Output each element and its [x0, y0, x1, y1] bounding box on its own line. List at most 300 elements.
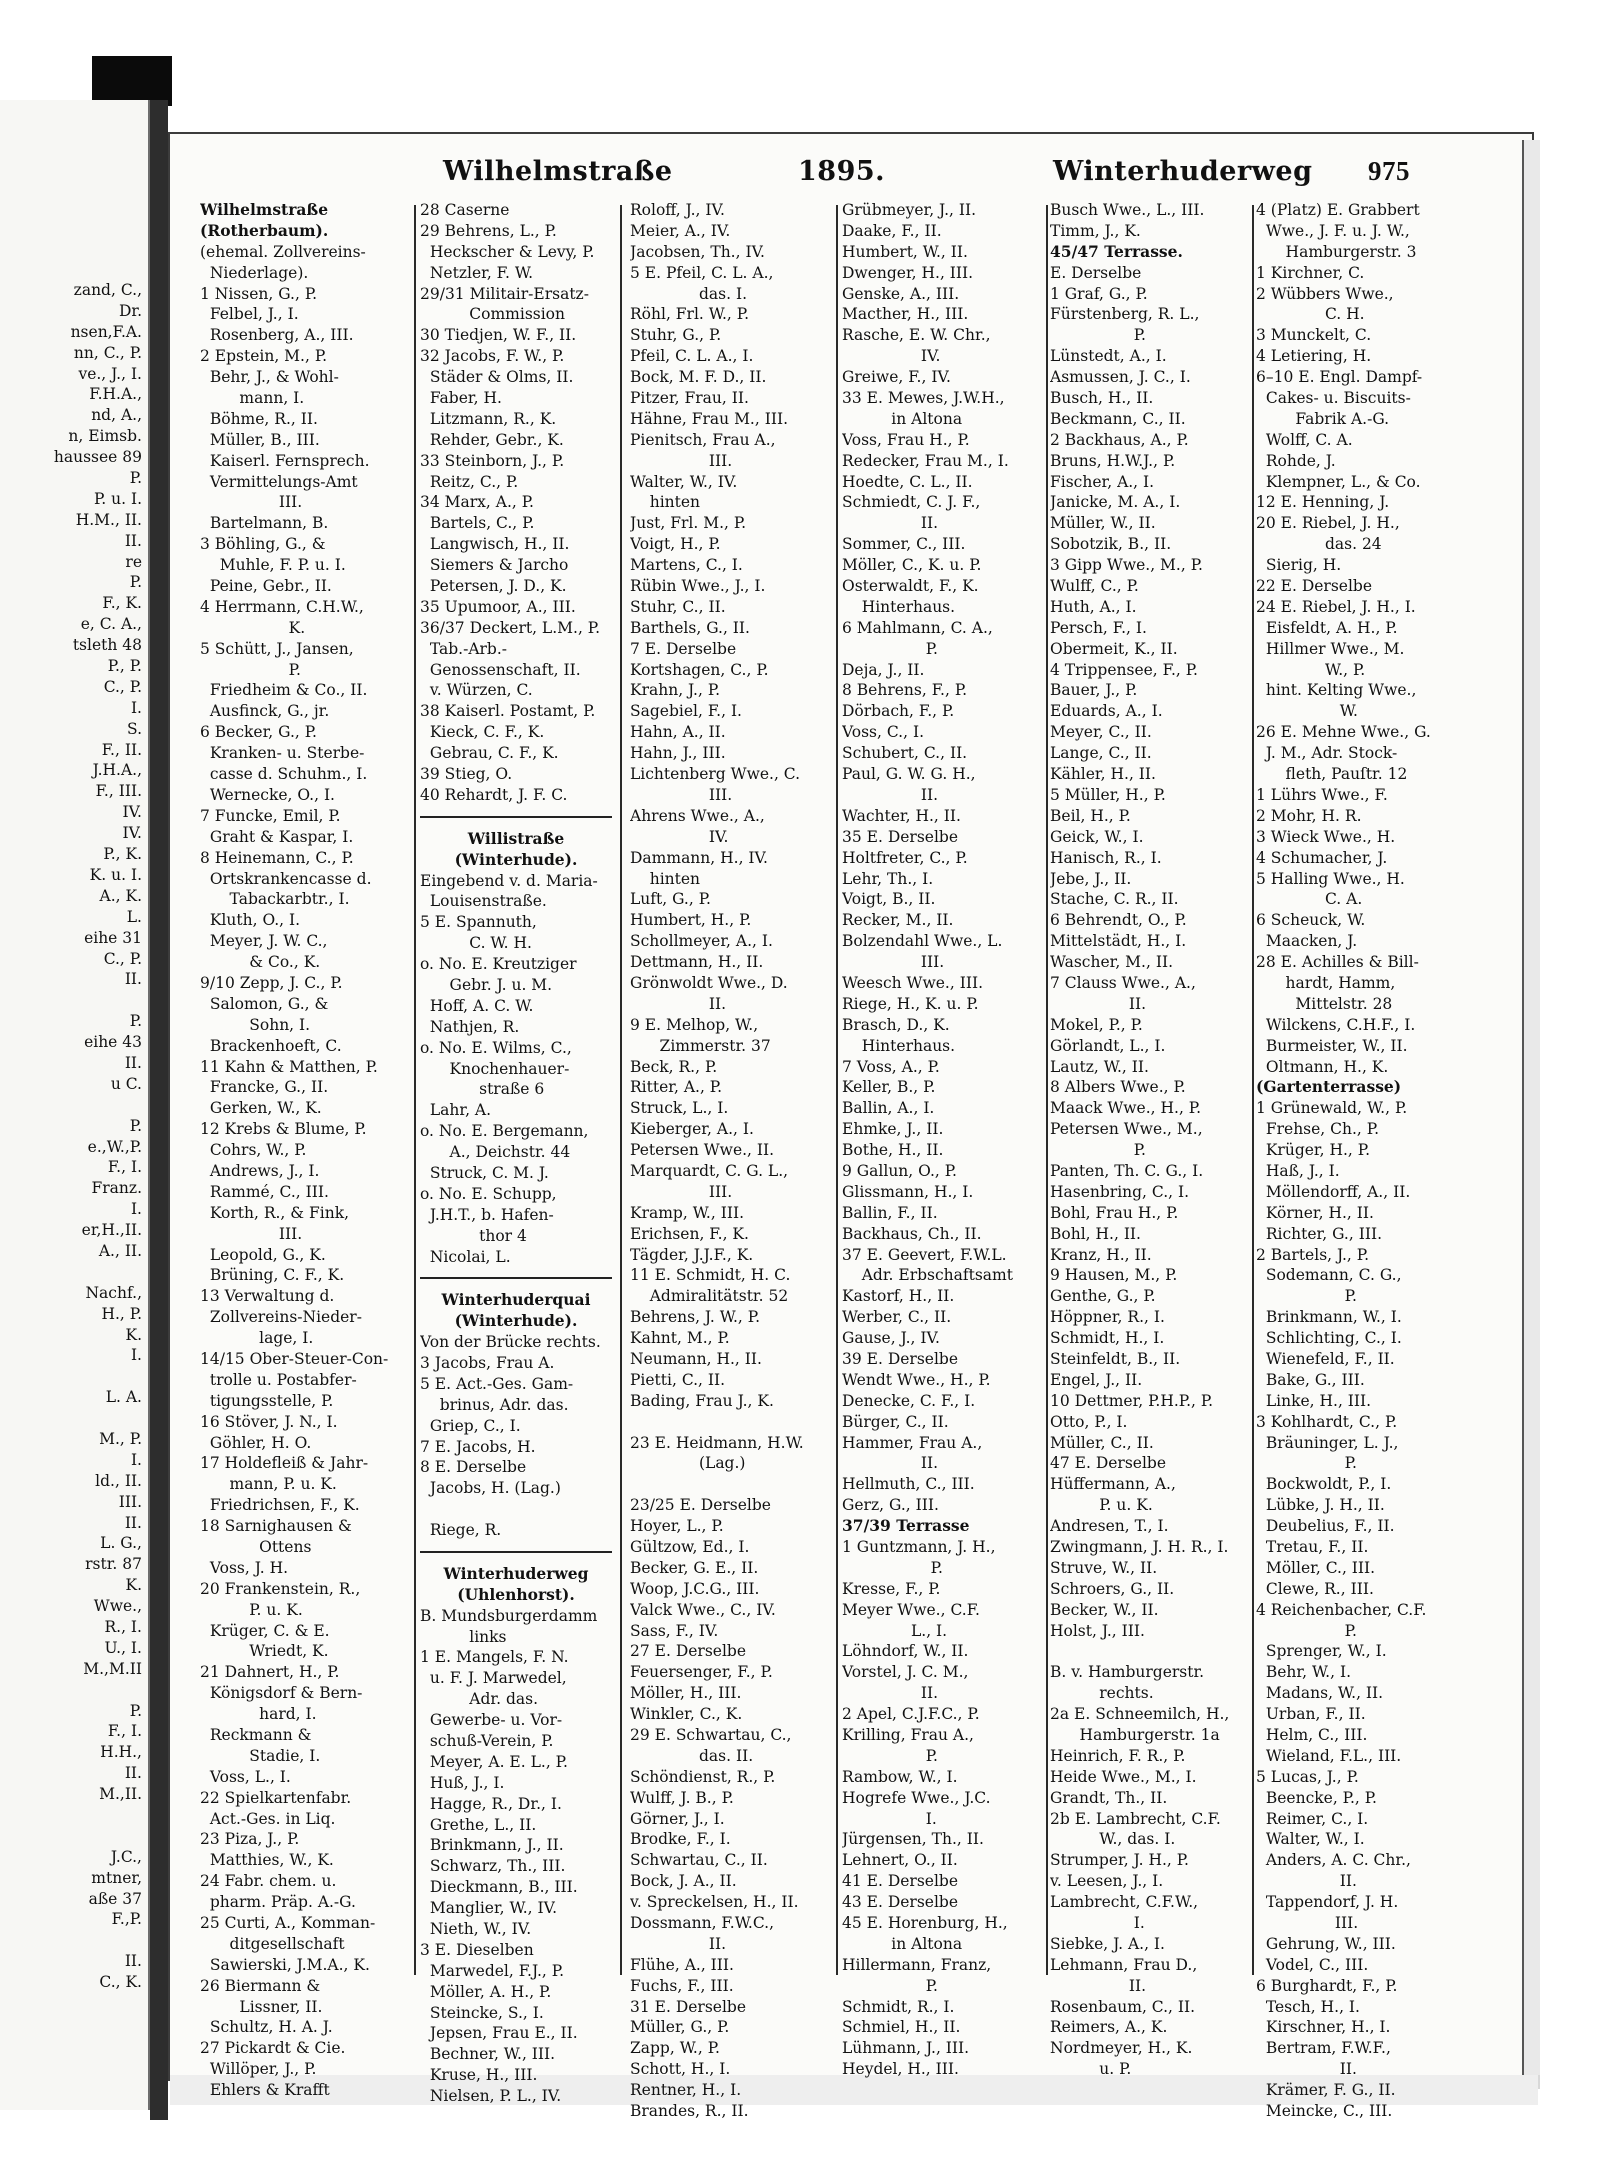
directory-entry: IV. [630, 827, 729, 846]
directory-entry: Martens, C., I. [630, 556, 743, 575]
directory-entry: 10 Dettmer, P.H.P., P. [1050, 1391, 1214, 1410]
directory-entry: Salomon, G., & [200, 994, 329, 1013]
directory-entry: Hillmer Wwe., M. [1256, 639, 1405, 658]
directory-entry: Werber, C., II. [842, 1308, 952, 1327]
directory-entry [1050, 1641, 1250, 1662]
directory-entry: Gause, J., IV. [842, 1329, 940, 1348]
fragment-line [0, 1408, 146, 1429]
directory-entry: Wwe., J. F. u. J. W., [1256, 221, 1410, 240]
directory-entry: P. [1050, 326, 1146, 345]
directory-entry: III. [630, 451, 733, 470]
directory-entry: 4 Trippensee, F., P. [1050, 660, 1198, 679]
directory-entry: Hammer, Frau A., [842, 1433, 983, 1452]
directory-entry: Riege, R. [420, 1521, 502, 1540]
directory-entry: Osterwaldt, F., K. [842, 577, 979, 596]
directory-entry: Bohl, H., II. [1050, 1224, 1141, 1243]
directory-entry: Meyer, C., II. [1050, 723, 1152, 742]
directory-entry: Holtfreter, C., P. [842, 848, 968, 867]
directory-entry: Heckscher & Levy, P. [420, 242, 595, 261]
directory-entry: Engel, J., II. [1050, 1370, 1143, 1389]
fragment-line: rstr. 87 [85, 1555, 142, 1574]
directory-entry: Obermeit, K., II. [1050, 639, 1178, 658]
directory-entry: 1 Guntzmann, J. H., [842, 1538, 996, 1556]
fragment-line: F., II. [101, 740, 142, 759]
directory-entry: Fürstenberg, R. L., [1050, 305, 1200, 324]
directory-entry: Müller, C., II. [1050, 1433, 1154, 1452]
directory-entry: Ehlers & Krafft [200, 2081, 330, 2100]
directory-entry: 29 E. Schwartau, C., [630, 1726, 792, 1745]
directory-entry: Bartels, C., P. [420, 514, 535, 533]
directory-entry: das. 24 [1256, 535, 1382, 554]
directory-entry: 7 Funcke, Emil, P. [200, 806, 341, 825]
directory-entry: Hamburgerstr. 3 [1256, 242, 1417, 261]
directory-entry: Recker, M., II. [842, 911, 954, 930]
directory-entry: 20 E. Riebel, J. H., [1256, 514, 1400, 533]
directory-entry: P. [842, 1558, 943, 1577]
directory-entry: Pfeil, C. L. A., I. [630, 347, 754, 366]
directory-entry: Feuersenger, F., P. [630, 1663, 773, 1682]
directory-entry: in Altona [842, 409, 963, 428]
directory-entry: 37 E. Geevert, F.W.L. [842, 1245, 1007, 1264]
directory-entry: Sierig, H. [1256, 556, 1342, 575]
directory-entry: 5 Müller, H., P. [1050, 785, 1166, 804]
directory-entry: o. No. E. Kreutziger [420, 955, 577, 974]
directory-entry: mann, I. [200, 389, 305, 408]
directory-entry: Meyer, A. E. L., P. [420, 1752, 568, 1771]
fragment-line: S. [127, 719, 142, 738]
fragment-line [0, 1680, 146, 1701]
street-heading: (Uhlenhorst). [457, 1584, 575, 1604]
directory-entry: tigungsstelle, P. [200, 1391, 334, 1410]
directory-entry: 21 Dahnert, H., P. [200, 1663, 340, 1682]
fragment-line: P., P. [107, 657, 142, 676]
left-page-fragment [0, 100, 151, 2110]
directory-entry: Siemers & Jarcho [420, 556, 569, 575]
directory-entry: Hoedte, C. L., II. [842, 472, 973, 491]
fragment-line: J.H.A., [92, 761, 142, 780]
directory-column-5 [1050, 200, 1250, 2080]
directory-entry: II. [630, 1934, 727, 1953]
directory-entry: Eduards, A., I. [1050, 702, 1163, 721]
directory-entry: Kieberger, A., I. [630, 1120, 754, 1139]
directory-entry [420, 1499, 612, 1520]
directory-entry: Urban, F., II. [1256, 1705, 1366, 1724]
directory-entry: Nathjen, R. [420, 1017, 520, 1036]
directory-entry: Otto, P., I. [1050, 1412, 1128, 1431]
fragment-line: C., P. [103, 677, 142, 696]
directory-entry: Dieckmann, B., III. [420, 1878, 578, 1897]
directory-entry: 14/15 Ober-Steuer-Con- [200, 1349, 389, 1368]
directory-entry: Schmidt, H., I. [1050, 1329, 1165, 1348]
directory-entry: Knochenhauer- [420, 1059, 570, 1078]
directory-entry: Stadie, I. [200, 1746, 321, 1765]
directory-entry: 18 Sarnighausen & [200, 1517, 352, 1536]
directory-entry: 6 Becker, G., P. [200, 723, 317, 742]
directory-entry: 3 Munckelt, C. [1256, 326, 1372, 345]
directory-entry: 38 Kaiserl. Postamt, P. [420, 702, 596, 721]
directory-entry: Lehmann, Frau D., [1050, 1955, 1198, 1974]
directory-entry: u. P. [1050, 2060, 1132, 2079]
fragment-line: F., K. [102, 594, 142, 613]
directory-entry: thor 4 [420, 1226, 527, 1245]
directory-entry: Bauer, J., P. [1050, 681, 1138, 700]
fragment-line: P., K. [103, 845, 142, 864]
directory-entry: III. [842, 953, 945, 972]
directory-entry: Flühe, A., III. [630, 1955, 734, 1974]
directory-entry: Reimer, C., I. [1256, 1809, 1369, 1828]
street-heading: Wilhelmstraße [200, 200, 329, 219]
directory-entry: Kahnt, M., P. [630, 1329, 730, 1348]
directory-entry: Kranken- u. Sterbe- [200, 744, 365, 763]
directory-entry: Paul, G. W. G. H., [842, 765, 976, 784]
directory-entry: Clewe, R., III. [1256, 1579, 1374, 1598]
directory-entry: Behr, J., & Wohl- [200, 368, 339, 387]
directory-entry: Lichtenberg Wwe., C. [630, 765, 801, 784]
directory-entry: Matthies, W., K. [200, 1851, 334, 1870]
directory-entry: III. [630, 1182, 733, 1201]
directory-entry: Müller, W., II. [1050, 514, 1156, 533]
directory-entry: Rammé, C., III. [200, 1182, 329, 1201]
fragment-line: I. [130, 1200, 142, 1219]
directory-entry: Humbert, H., P. [630, 911, 752, 930]
directory-entry: 7 E. Derselbe [630, 639, 737, 658]
directory-entry: Rehder, Gebr., K. [420, 430, 564, 449]
directory-entry: Cakes- u. Biscuits- [1256, 389, 1411, 408]
directory-entry: Bohl, Frau H., P. [1050, 1203, 1179, 1222]
directory-entry: Kranz, H., II. [1050, 1245, 1152, 1264]
directory-entry: 1 Lührs Wwe., F. [1256, 785, 1388, 804]
directory-entry: 3 Jacobs, Frau A. [420, 1353, 555, 1372]
directory-entry: Muhle, F. P. u. I. [200, 556, 346, 575]
directory-entry: lage, I. [200, 1329, 314, 1348]
directory-entry: Marquardt, C. G. L., [630, 1161, 789, 1180]
fragment-line: I. [130, 698, 142, 717]
directory-entry: Wriedt, K. [200, 1642, 329, 1661]
directory-entry: Admiralitätstr. 52 [630, 1287, 789, 1306]
directory-entry: Becker, W., II. [1050, 1600, 1159, 1619]
fragment-line: haussee 89 [53, 448, 142, 467]
directory-entry: Woop, J.C.G., III. [630, 1579, 760, 1598]
directory-entry: Gerken, W., K. [200, 1099, 322, 1118]
directory-entry: Grandt, Th., II. [1050, 1788, 1168, 1807]
directory-entry: Stuhr, G., P. [630, 326, 722, 345]
directory-entry: 47 E. Derselbe [1050, 1454, 1167, 1473]
directory-entry: Heinrich, F. R., P. [1050, 1746, 1186, 1765]
directory-entry: 17 Holdefleiß & Jahr- [200, 1454, 369, 1473]
directory-entry: das. II. [630, 1746, 754, 1765]
directory-entry: Tab.-Arb.- [420, 639, 508, 658]
directory-entry: brinus, Adr. das. [420, 1395, 569, 1414]
directory-entry: Genossenschaft, II. [420, 660, 581, 679]
directory-entry: Maacken, J. [1256, 932, 1358, 951]
street-heading: Winterhuderquai [441, 1290, 591, 1310]
directory-entry: 26 E. Mehne Wwe., G. [1256, 723, 1431, 742]
directory-entry: Hasenbring, C., I. [1050, 1182, 1190, 1201]
directory-entry: 7 E. Jacobs, H. [420, 1437, 536, 1456]
directory-entry: Bolzendahl Wwe., L. [842, 932, 1003, 951]
directory-entry: P. [842, 1746, 938, 1765]
directory-entry: Ottens [200, 1538, 312, 1556]
directory-entry: 5 E. Act.-Ges. Gam- [420, 1374, 574, 1393]
fragment-line: ld., II. [95, 1471, 142, 1490]
directory-entry: Manglier, W., IV. [420, 1899, 558, 1918]
running-head-year: 1895. [798, 156, 886, 187]
directory-entry: das. I. [630, 284, 747, 303]
directory-entry: 4 Letiering, H. [1256, 347, 1372, 366]
directory-entry: hardt, Hamm, [1256, 973, 1396, 992]
directory-entry: Behr, W., I. [1256, 1663, 1352, 1682]
directory-entry: Kähler, H., II. [1050, 765, 1156, 784]
directory-entry: Bräuninger, L. J., [1256, 1433, 1399, 1452]
directory-entry: Struve, W., II. [1050, 1558, 1158, 1577]
directory-entry: Hähne, Frau M., III. [630, 409, 789, 428]
fragment-line: Dr. [118, 301, 142, 320]
directory-entry: Eingebend v. d. Maria- [420, 871, 598, 890]
directory-entry: Becker, G. E., II. [630, 1558, 759, 1577]
directory-entry [630, 1412, 830, 1433]
directory-entry: Möller, C., III. [1256, 1558, 1376, 1577]
directory-entry: Wilckens, C.H.F., I. [1256, 1015, 1416, 1034]
directory-entry: Wachter, H., II. [842, 806, 961, 825]
directory-entry: W., das. I. [1050, 1830, 1176, 1849]
directory-entry: 24 E. Riebel, J. H., I. [1256, 597, 1416, 616]
directory-entry: 35 Upumoor, A., III. [420, 597, 576, 616]
directory-entry: 6 Scheuck, W. [1256, 911, 1366, 930]
directory-entry: 8 Albers Wwe., P. [1050, 1078, 1186, 1097]
directory-entry: hint. Kelting Wwe., [1256, 681, 1417, 700]
directory-entry: P. u. K. [200, 1600, 303, 1619]
directory-entry: A., Deichstr. 44 [420, 1143, 571, 1162]
directory-entry: Dossmann, F.W.C., [630, 1914, 775, 1933]
fragment-line: L. G., [100, 1534, 142, 1553]
directory-entry: Brodke, F., I. [630, 1830, 731, 1849]
directory-entry: Möller, C., K. u. P. [842, 556, 982, 575]
directory-entry: Commission [420, 305, 565, 324]
directory-entry: Hinterhaus. [842, 1036, 956, 1055]
fragment-line: C., K. [99, 1973, 142, 1992]
directory-entry: III. [630, 785, 733, 804]
directory-entry: Richter, G., III. [1256, 1224, 1383, 1243]
directory-entry: 2 Mohr, H. R. [1256, 806, 1362, 825]
directory-entry: Voigt, H., P. [630, 535, 721, 554]
directory-entry: B. Mundsburgerdamm [420, 1606, 598, 1625]
directory-entry: Asmussen, J. C., I. [1050, 368, 1191, 387]
fragment-line: III. [118, 1492, 142, 1511]
directory-entry: Behrens, J. W., P. [630, 1308, 761, 1327]
directory-entry: 5 Lucas, J., P. [1256, 1767, 1359, 1786]
directory-entry: Lübke, J. H., II. [1256, 1496, 1385, 1515]
fragment-line: IV. [122, 803, 142, 822]
directory-entry: Krilling, Frau A., [842, 1726, 974, 1745]
fragment-line: aße 37 [88, 1889, 142, 1908]
directory-entry: Backhaus, Ch., II. [842, 1224, 982, 1243]
directory-entry: Schöndienst, R., P. [630, 1767, 776, 1786]
street-heading: 45/47 Terrasse. [1050, 241, 1183, 261]
directory-entry: pharm. Präp. A.-G. [200, 1893, 356, 1912]
directory-entry: Pietti, C., II. [630, 1370, 726, 1389]
directory-entry: P. [1256, 1454, 1357, 1473]
fragment-line: u C. [110, 1074, 142, 1093]
directory-entry: Brüning, C. F., K. [200, 1266, 345, 1285]
fragment-line: K. [125, 1325, 142, 1344]
directory-entry: Gehrung, W., III. [1256, 1934, 1396, 1953]
directory-entry: Sobotzik, B., II. [1050, 535, 1172, 554]
directory-entry: Redecker, Frau M., I. [842, 451, 1009, 470]
directory-entry: Friedheim & Co., II. [200, 681, 368, 700]
fragment-line: eihe 43 [84, 1033, 142, 1052]
running-head-left: Wilhelmstraße [443, 156, 673, 187]
directory-entry: Kortshagen, C., P. [630, 660, 769, 679]
directory-entry: 31 E. Derselbe [630, 1997, 747, 2016]
directory-entry: Gültzow, Ed., I. [630, 1538, 750, 1556]
directory-entry: 6–10 E. Engl. Dampf- [1256, 368, 1423, 387]
directory-entry: Geick, W., I. [1050, 827, 1144, 846]
directory-entry: Lahr, A. [420, 1101, 492, 1120]
directory-entry: Walter, W., IV. [630, 472, 738, 491]
directory-entry: I. [842, 1809, 937, 1828]
fragment-line: IV. [122, 824, 142, 843]
directory-entry: Ballin, A., I. [842, 1099, 935, 1118]
directory-entry: Dettmann, H., II. [630, 953, 764, 972]
directory-column-3 [630, 200, 830, 2122]
directory-entry: Sagebiel, F., I. [630, 702, 742, 721]
fragment-line: L. [126, 907, 142, 926]
directory-entry: Panten, Th. C. G., I. [1050, 1161, 1204, 1180]
directory-entry: hinten [630, 869, 701, 888]
directory-entry: 32 Jacobs, F. W., P. [420, 347, 565, 366]
directory-entry: Rasche, E. W. Chr., [842, 326, 991, 345]
page-edge [1522, 140, 1540, 2075]
directory-entry: Jürgensen, Th., II. [842, 1830, 984, 1849]
directory-entry: Schmidt, R., I. [842, 1997, 955, 2016]
directory-entry: u. F. J. Marwedel, [420, 1669, 567, 1688]
directory-entry: 30 Tiedjen, W. F., II. [420, 326, 577, 345]
directory-entry: ditgesellschaft [200, 1934, 345, 1953]
fragment-line: II. [124, 1513, 142, 1532]
directory-entry: Barthels, G., II. [630, 618, 750, 637]
directory-entry: Ortskrankencasse d. [200, 869, 372, 888]
directory-entry: Schwartau, C., II. [630, 1851, 768, 1870]
fragment-line: P. [129, 1701, 142, 1720]
directory-entry: II. [630, 994, 727, 1013]
directory-entry: Hamburgerstr. 1a [1050, 1726, 1220, 1745]
directory-entry: Wulff, C., P. [1050, 577, 1139, 596]
directory-entry: 11 Kahn & Matthen, P. [200, 1057, 378, 1076]
directory-entry: Adr. Erbschaftsamt [842, 1266, 1013, 1285]
directory-entry: Görlandt, L., I. [1050, 1036, 1166, 1055]
directory-entry: Hogrefe Wwe., J.C. [842, 1788, 991, 1807]
directory-entry: Klempner, L., & Co. [1256, 472, 1421, 491]
fragment-line: nsen,F.A. [70, 322, 142, 341]
directory-entry: Bechner, W., III. [420, 2045, 556, 2064]
fragment-line: P. [129, 469, 142, 488]
directory-entry: Busch, H., II. [1050, 389, 1154, 408]
directory-entry: Ahrens Wwe., A., [630, 806, 765, 825]
directory-entry: Humbert, W., II. [842, 242, 968, 261]
fragment-line: e, C. A., [80, 615, 142, 634]
directory-entry: 33 Steinborn, J., P. [420, 451, 565, 470]
directory-entry: 2 Backhaus, A., P. [1050, 430, 1189, 449]
directory-entry: straße 6 [420, 1080, 545, 1099]
directory-entry: Sprenger, W., I. [1256, 1642, 1387, 1661]
scan-border-black [92, 56, 172, 106]
directory-entry: Sohn, I. [200, 1015, 311, 1034]
directory-entry: Hahn, J., III. [630, 744, 726, 763]
directory-entry: Fuchs, F., III. [630, 1976, 734, 1995]
fragment-line: M., P. [99, 1429, 142, 1448]
directory-column-1 [200, 200, 412, 2101]
directory-entry: Rosenberg, A., III. [200, 326, 354, 345]
directory-entry: Brackenhoeft, C. [200, 1036, 342, 1055]
directory-entry: Denecke, C. F., I. [842, 1391, 976, 1410]
directory-entry: Friedrichsen, F., K. [200, 1496, 360, 1515]
directory-entry: Meincke, C., III. [1256, 2102, 1393, 2121]
directory-entry: Dwenger, H., III. [842, 263, 974, 282]
directory-entry: L., I. [842, 1621, 948, 1640]
fragment-line: II. [124, 1764, 142, 1783]
directory-entry: (ehemal. Zollvereins- [200, 242, 366, 261]
directory-entry: Voss, J. H. [200, 1558, 289, 1577]
fragment-line: I. [130, 1450, 142, 1469]
directory-entry: 39 E. Derselbe [842, 1349, 959, 1368]
directory-entry: Schlichting, C., I. [1256, 1329, 1402, 1348]
directory-entry: Reckmann & [200, 1726, 312, 1745]
directory-entry: 4 Herrmann, C.H.W., [200, 597, 364, 616]
directory-entry: 45 E. Horenburg, H., [842, 1914, 1008, 1933]
directory-entry: Steincke, S., I. [420, 2003, 544, 2022]
directory-entry: Reimers, A., K. [1050, 2018, 1168, 2037]
fragment-line: P. u. I. [93, 489, 142, 508]
directory-entry: Beckmann, C., II. [1050, 409, 1186, 428]
directory-entry: Huth, A., I. [1050, 597, 1137, 616]
directory-entry: hinten [630, 493, 701, 512]
directory-entry: 24 Fabr. chem. u. [200, 1872, 337, 1891]
directory-entry: Vermittelungs-Amt [200, 472, 358, 491]
directory-entry: P. [200, 660, 301, 679]
directory-entry: Grönwoldt Wwe., D. [630, 973, 788, 992]
directory-entry: Hahn, A., II. [630, 723, 726, 742]
directory-entry: fleth, Pauſtr. 12 [1256, 765, 1408, 784]
directory-entry: Kieck, C. F., K. [420, 723, 545, 742]
directory-entry: Göhler, H. O. [200, 1433, 312, 1452]
directory-entry: Grübmeyer, J., II. [842, 201, 977, 219]
directory-entry: 29/31 Militair-Ersatz- [420, 284, 589, 303]
directory-column-6 [1256, 200, 1518, 2122]
directory-entry: Genthe, G., P. [1050, 1287, 1156, 1306]
directory-entry: Linke, H., III. [1256, 1391, 1372, 1410]
directory-entry: Ballin, F., II. [842, 1203, 938, 1222]
directory-entry: Vodel, C., III. [1256, 1955, 1369, 1974]
fragment-line: C., P. [103, 949, 142, 968]
directory-entry: Lambrecht, C.F.W., [1050, 1893, 1199, 1912]
street-heading: Winterhuderweg [443, 1563, 589, 1583]
directory-entry: Grethe, L., II. [420, 1815, 537, 1834]
section-rule [420, 806, 612, 818]
directory-entry: 7 Clauss Wwe., A., [1050, 973, 1196, 992]
directory-entry: Jacobs, H. (Lag.) [420, 1479, 561, 1498]
directory-entry: Siebke, J. A., I. [1050, 1934, 1165, 1953]
directory-entry: I. [1050, 1914, 1145, 1933]
directory-entry: Andrews, J., I. [200, 1161, 320, 1180]
directory-entry: Langwisch, H., II. [420, 535, 570, 554]
directory-entry: Deja, J., II. [842, 660, 925, 679]
fragment-line [0, 1930, 146, 1951]
directory-entry: Voss, Frau H., P. [842, 430, 970, 449]
directory-entry: Zwingmann, J. H. R., I. [1050, 1538, 1229, 1556]
directory-entry: Zapp, W., P. [630, 2039, 720, 2058]
directory-entry: Krämer, F. G., II. [1256, 2081, 1396, 2100]
directory-entry: 23 E. Heidmann, H.W. [630, 1433, 804, 1452]
